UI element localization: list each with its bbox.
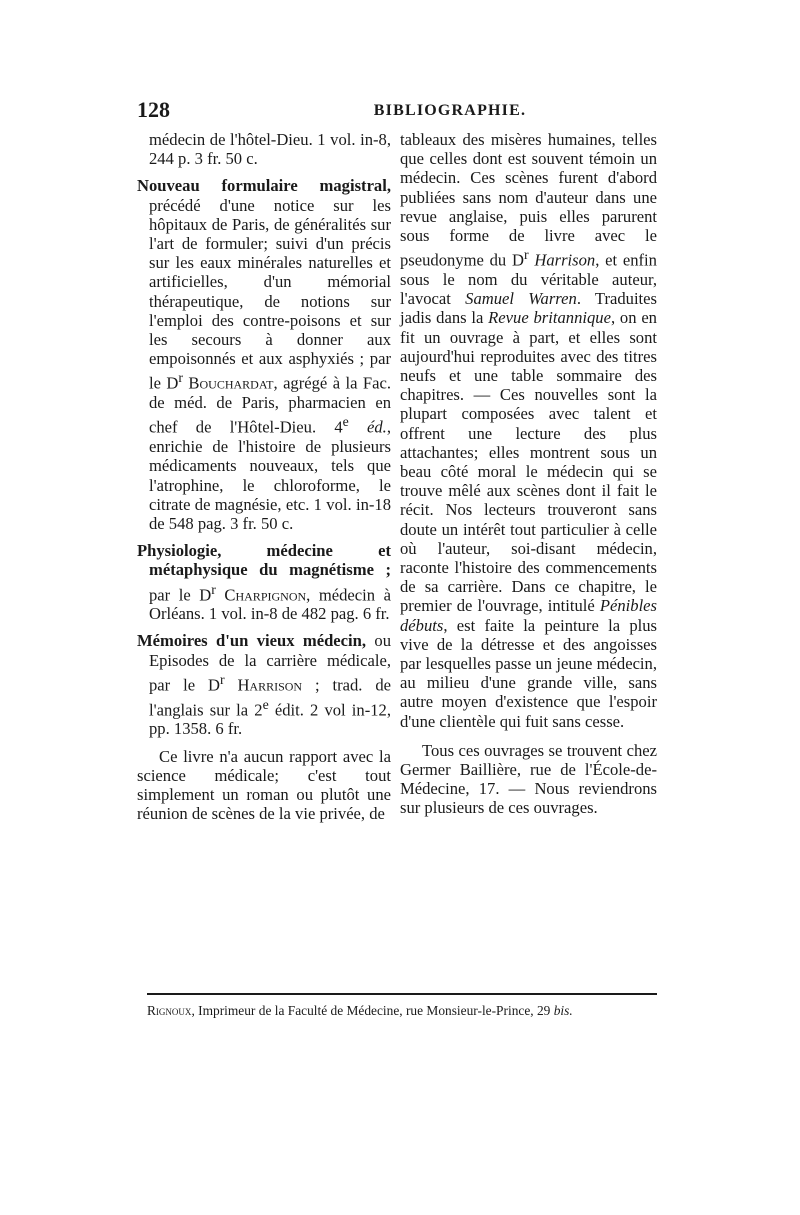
bis-suffix: bis. bbox=[553, 1003, 573, 1018]
author-name: Bouchardat bbox=[183, 373, 274, 393]
right-column bbox=[400, 130, 657, 828]
superscript: r bbox=[219, 671, 225, 687]
entry-text: édit. 2 vol in-12, pp. 1358. 6 fr. bbox=[149, 700, 391, 739]
edition-label: éd. bbox=[348, 417, 387, 437]
review-paragraph: Ce livre n'a aucun rapport avec la science médicale; c'est tout simplement un roman ou plutôt une réunion de scènes de la vie privée, de bbox=[137, 746, 391, 824]
printer-footer bbox=[147, 1003, 667, 1019]
author-name: Charpignon bbox=[215, 585, 307, 605]
superscript: r bbox=[211, 581, 216, 597]
entry-text: ou Episodes de la carrière médicale, par le D bbox=[149, 631, 391, 695]
entry-title: Nouveau formulaire magistral, bbox=[137, 176, 391, 196]
running-head: BIBLIOGRAPHIE. bbox=[373, 102, 527, 119]
author-name: Harrison bbox=[224, 675, 303, 695]
entry-text: , médecin à Orléans. 1 vol. in-8 de 482 pag. 6 fr. bbox=[149, 585, 391, 624]
review-text: . Traduites jadis dans la bbox=[400, 289, 657, 328]
review-text: , et enfin sous le nom du véritable auteur, l'avocat bbox=[400, 250, 657, 309]
left-column bbox=[137, 130, 391, 833]
entry-text: précédé d'une notice sur les hôpitaux de Paris, de généralités sur l'art de formuler; suivi d'un précis sur les eaux minérales naturelles et artificielles, d'un mémorial thérapeutique, de notions sur l'emploi des contre-poisons et sur les secours à donner aux empoisonnés et aux asphyxiés ; par le D bbox=[149, 195, 391, 393]
superscript: e bbox=[262, 696, 269, 712]
entry-title: Physiologie, médecine et métaphysique du magnétisme ; bbox=[137, 541, 391, 580]
page-number: 128 bbox=[137, 97, 170, 122]
superscript: r bbox=[523, 247, 529, 263]
entry-text: , agrégé à la Fac. de méd. de Paris, pharmacien en chef de l'Hôtel-Dieu. 4 bbox=[149, 373, 391, 437]
entry-title: Mémoires d'un vieux médecin, bbox=[137, 631, 367, 651]
entry-formulaire bbox=[137, 176, 391, 533]
entry-memoires bbox=[137, 631, 391, 738]
superscript: r bbox=[178, 370, 183, 386]
review-text: , est faite la peinture la plus vive de la détresse et des angoisses par lesquelles passe un jeune médecin, au milieu d'une grande ville, sans autre moyen d'existence que l'espoir d'une clientèle qui fuit sans cesse. bbox=[400, 615, 657, 731]
author-name: Samuel Warren bbox=[465, 289, 577, 309]
review-continuation bbox=[400, 130, 657, 731]
review-text: , on en fit un ouvrage à part, et elles sont aujourd'hui reproduites avec des titres neufs et une table sommaire des chapitres. — Ces nouvelles sont la plupart composées avec talent et offrent une lecture des plus attachantes; elles montrent sous un beau côté moral le médecin qui se trouve mêlé aux scènes dont il fait le récit. Nos lecteurs trouveront sans doute un intérêt tout particulier à celle où l'auteur, soi-disant médecin, raconte l'histoire des commencements de sa carrière. Dans ce chapitre, le premier de l'ouvrage, intitulé bbox=[400, 308, 657, 616]
entry-text: , enrichie de l'histoire de plusieurs médicaments nouveaux, tels que l'atrophine, le chloroforme, le citrate de magnésie, etc. 1 vol. in-18 de 548 pag. 3 fr. 50 c. bbox=[149, 417, 391, 533]
superscript: e bbox=[342, 414, 349, 430]
pseudonym: Harrison bbox=[528, 250, 596, 270]
closing-paragraph: Tous ces ouvrages se trouvent chez Germer Baillière, rue de l'École-de-Médecine, 17. — Nous reviendrons sur plusieurs de ces ouvrages. bbox=[400, 740, 657, 818]
printer-address: , Imprimeur de la Faculté de Médecine, rue Monsieur-le-Prince, 29 bbox=[191, 1003, 554, 1018]
journal-title: Revue britannique bbox=[488, 308, 611, 328]
entry-text: ; trad. de l'anglais sur la 2 bbox=[149, 675, 392, 720]
chapter-title: Pénibles débuts bbox=[400, 596, 657, 635]
review-text: tableaux des misères humaines, telles que celles dont est souvent témoin un médecin. Ces scènes furent d'abord publiées sans nom d'auteur dans une revue anglaise, puis elles parurent sous forme de livre avec le pseudonyme du D bbox=[400, 130, 657, 270]
entry-physiologie bbox=[137, 541, 391, 623]
printer-name: Rignoux bbox=[147, 1003, 192, 1018]
entry-text: par le D bbox=[149, 585, 212, 605]
continued-entry: médecin de l'hôtel-Dieu. 1 vol. in-8, 244 p. 3 fr. 50 c. bbox=[149, 130, 391, 169]
footer-rule bbox=[147, 993, 657, 995]
